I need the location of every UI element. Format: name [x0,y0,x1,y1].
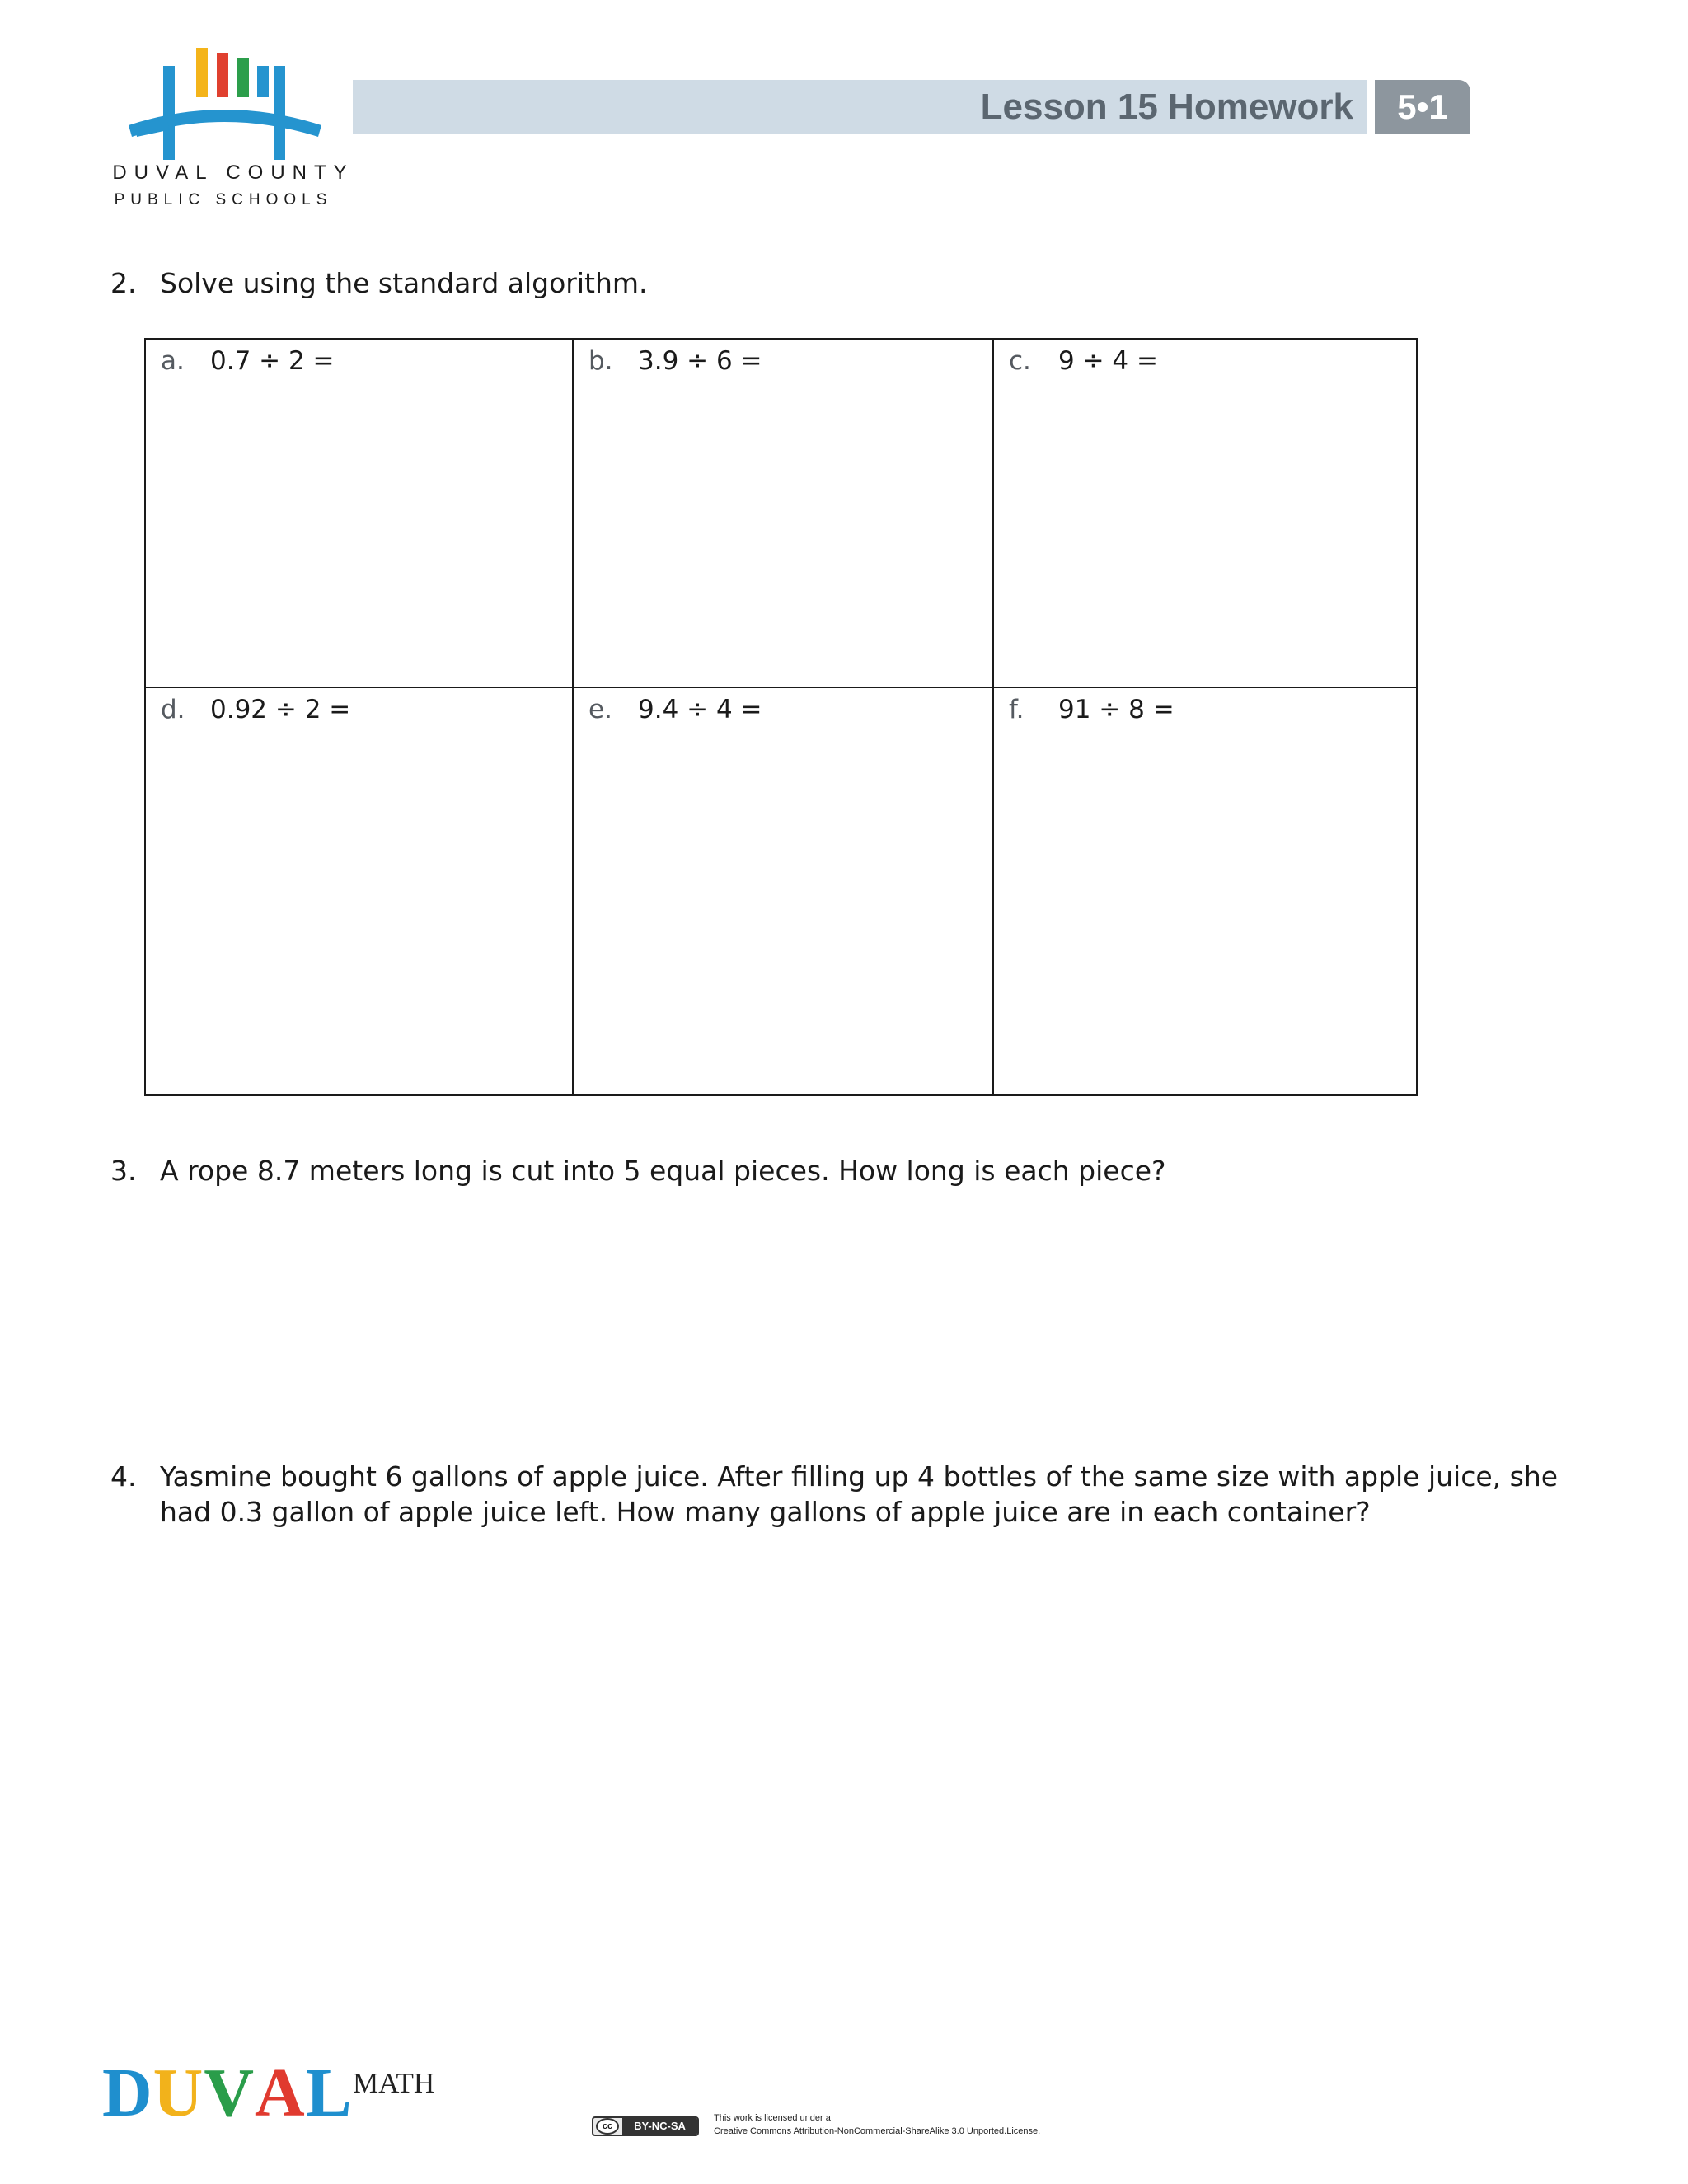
license-line-1: This work is licensed under a [714,2113,831,2123]
cell-expression: 91 ÷ 8 = [1058,695,1175,724]
answer-cell-a[interactable] [146,340,572,687]
module-badge: 5•1 [1375,80,1470,134]
problem-number: 3. [110,1155,137,1187]
cell-letter: e. [588,695,612,724]
problem-3-work-area[interactable] [144,1195,1418,1442]
problem-text: A rope 8.7 meters long is cut into 5 equal pieces. How long is each piece? [160,1155,1166,1187]
problem-text-line-1: Yasmine bought 6 gallons of apple juice. After filling up 4 bottles of the same size with apple juice, she [160,1460,1559,1493]
cell-letter: d. [161,695,185,724]
lesson-title: Lesson 15 Homework [980,87,1353,127]
cell-expression: 9 ÷ 4 = [1058,346,1158,376]
answer-cell-b[interactable] [574,340,992,687]
cell-expression: 0.92 ÷ 2 = [210,695,351,724]
problem-4-work-area[interactable] [144,1541,1418,2003]
problem-2-heading [110,265,1429,301]
org-name: DUVAL COUNTY [112,162,354,184]
cell-expression: 0.7 ÷ 2 = [210,346,335,376]
duval-letter: A [255,2055,306,2131]
cell-letter: f. [1009,695,1025,724]
problem-prompt: Solve using the standard algorithm. [160,267,648,299]
problem-4 [110,1459,1594,1533]
math-label: MATH [353,2067,435,2099]
cc-icon: cc [596,2118,619,2135]
answer-cell-c[interactable] [994,340,1416,687]
license-notice [714,2111,1040,2138]
duval-letter: U [152,2055,204,2131]
cell-expression: 3.9 ÷ 6 = [638,346,762,376]
problem-text-line-2: had 0.3 gallon of apple juice left. How many gallons of apple juice are in each container? [160,1496,1371,1528]
answer-cell-e[interactable] [574,688,992,1096]
duval-math-logo [102,2055,353,2131]
cell-letter: b. [588,346,613,376]
duval-letter: D [102,2055,153,2131]
org-subtitle: PUBLIC SCHOOLS [114,191,333,209]
creative-commons-badge[interactable] [592,2116,699,2136]
cc-license-code: BY-NC-SA [622,2118,697,2135]
district-logo [97,25,369,223]
problem-3 [110,1153,1512,1188]
cell-expression: 9.4 ÷ 4 = [638,695,762,724]
problem-number: 2. [110,267,137,299]
answer-grid [144,338,1418,1096]
bridge-logo-icon [127,36,341,160]
duval-letter: V [204,2055,256,2131]
answer-cell-d[interactable] [146,688,572,1096]
cell-letter: a. [161,346,185,376]
problem-number: 4. [110,1460,137,1493]
license-line-2: Creative Commons Attribution-NonCommercial-ShareAlike 3.0 Unported.License. [714,2126,1041,2136]
duval-letter: L [305,2055,353,2131]
cell-letter: c. [1009,346,1031,376]
answer-cell-f[interactable] [994,688,1416,1096]
lesson-header-bar [353,80,1367,134]
